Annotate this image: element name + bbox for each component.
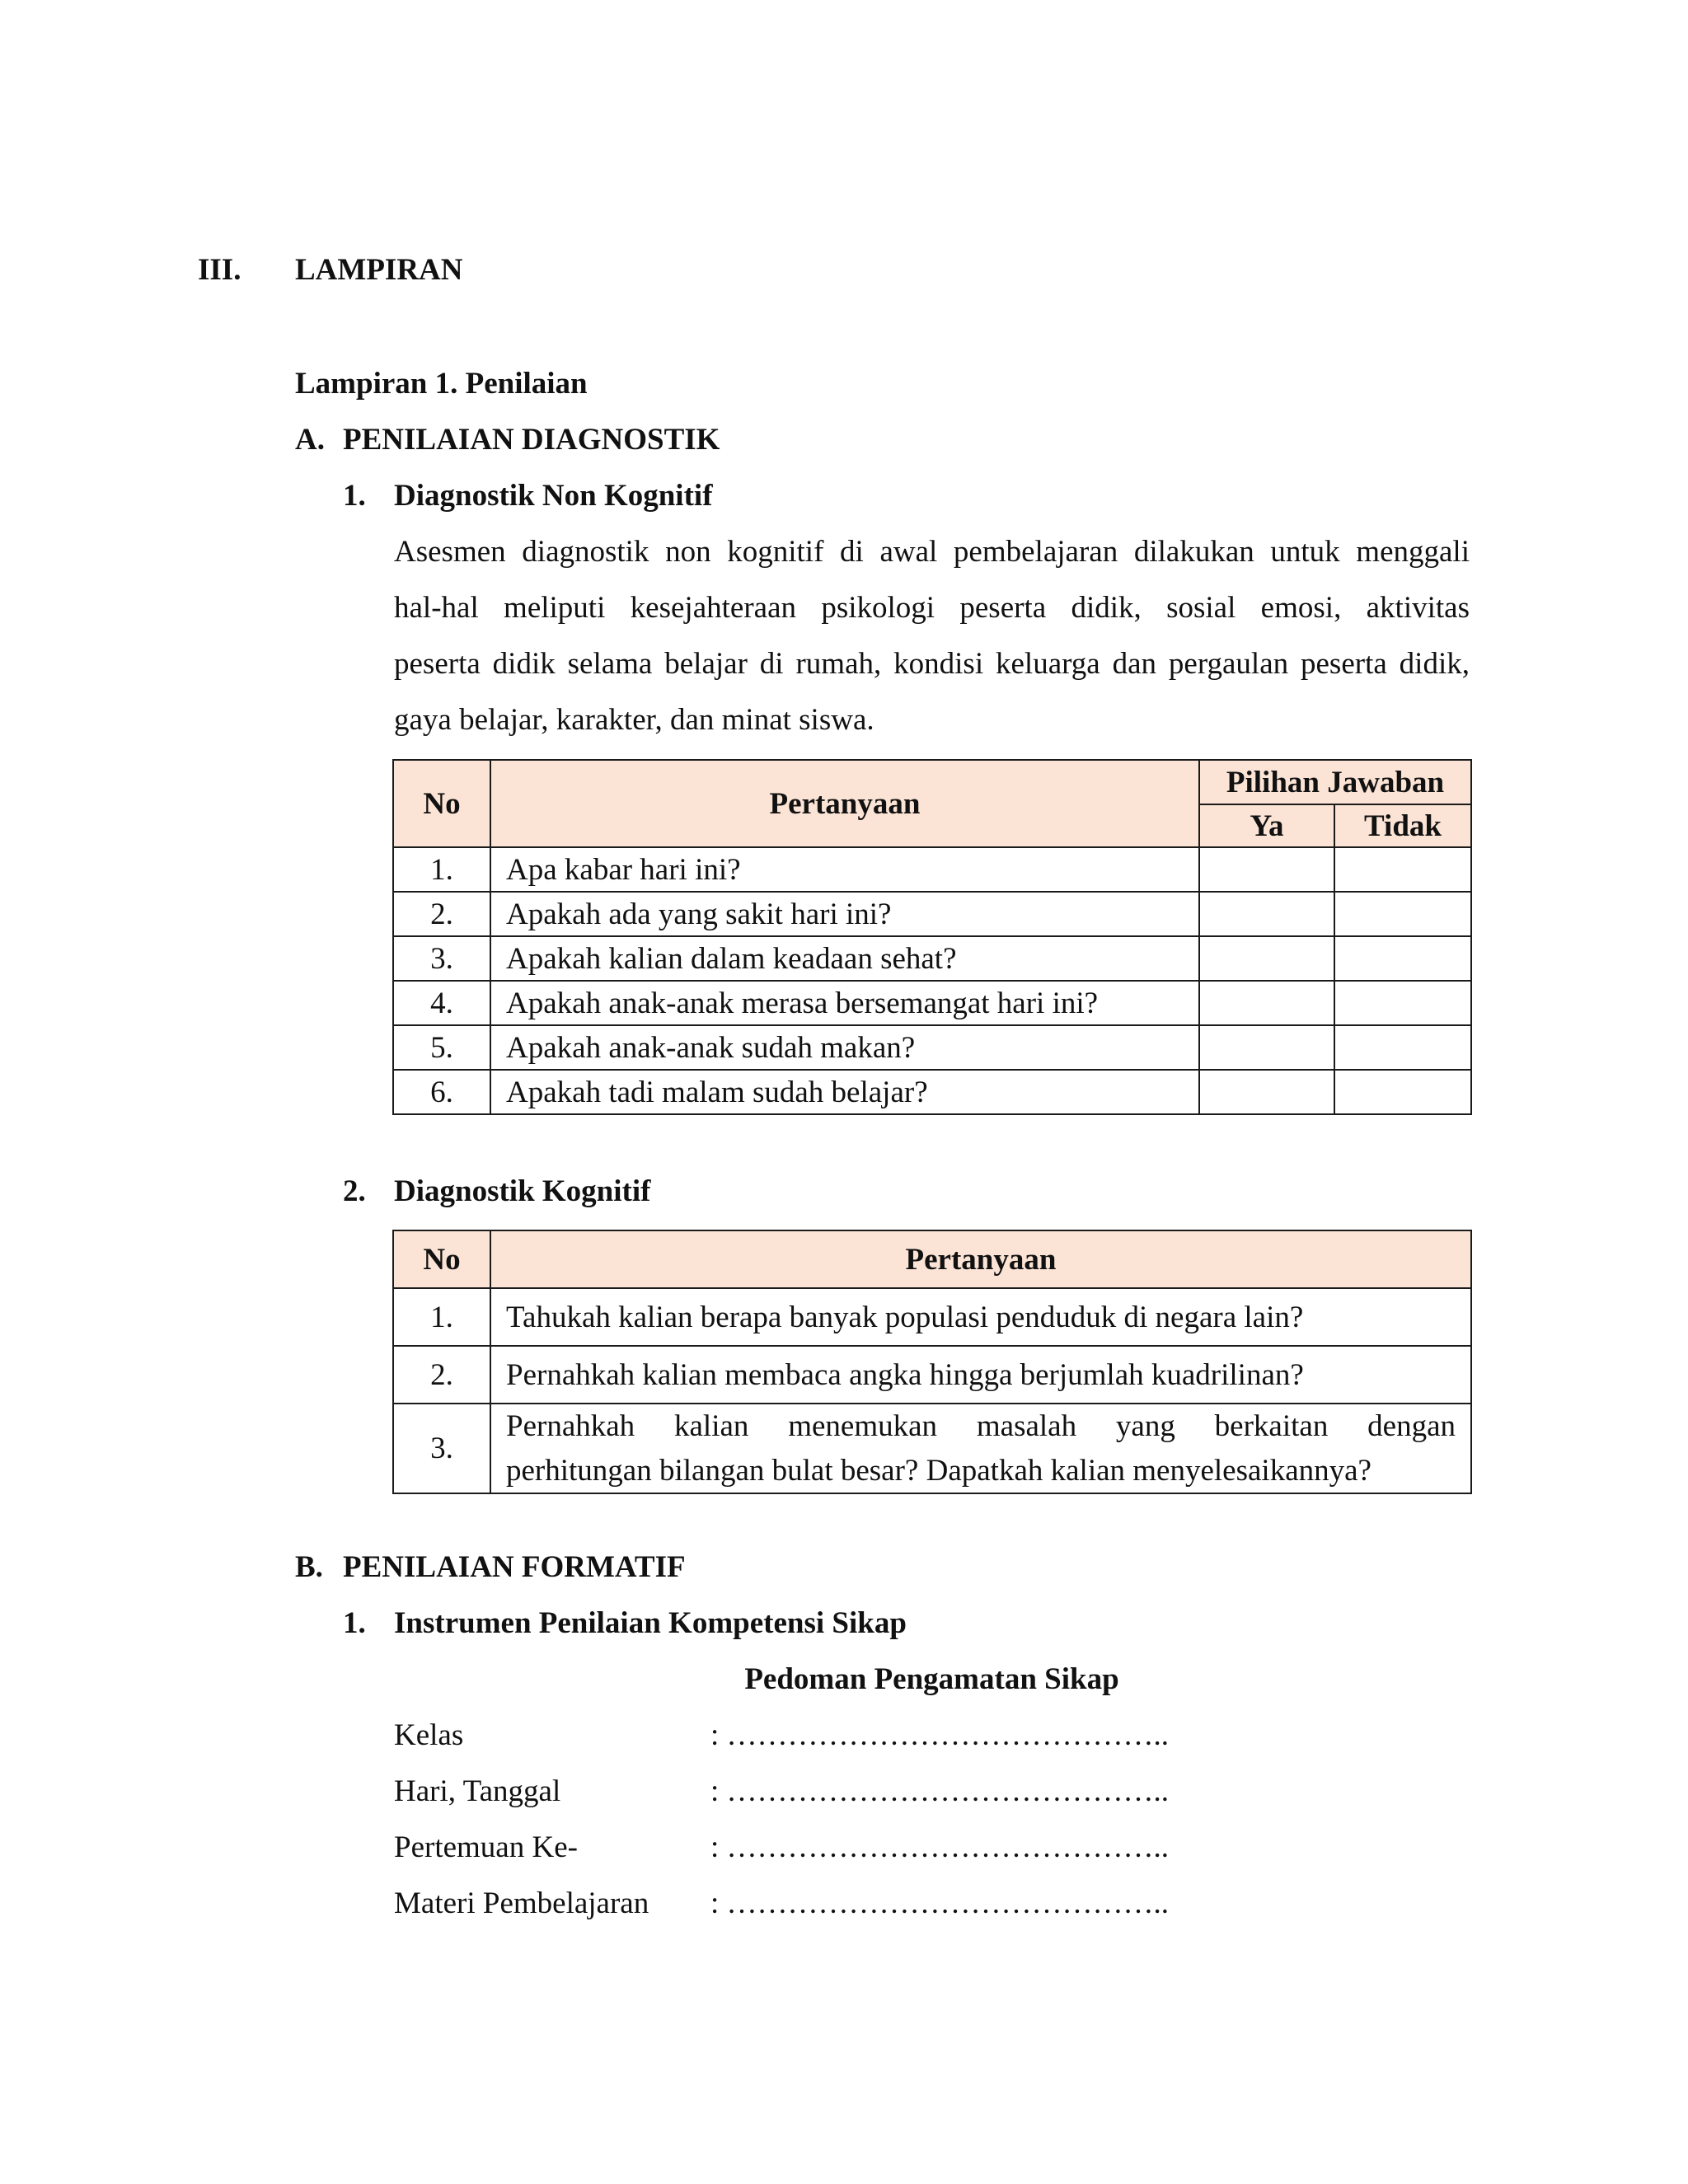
answer-no-cell[interactable] — [1334, 936, 1471, 981]
appendix-title: Lampiran 1. Penilaian — [295, 367, 588, 401]
table-row — [393, 1070, 1471, 1114]
section-title: LAMPIRAN — [295, 253, 463, 287]
row-number: 5. — [393, 1025, 490, 1070]
paragraph-line-4: gaya belajar, karakter, dan minat siswa. — [394, 703, 874, 737]
row-question — [490, 1404, 1471, 1493]
table-row — [393, 1346, 1471, 1404]
header-yes: Ya — [1199, 804, 1334, 847]
sub2-number: 2. — [343, 1174, 366, 1208]
answer-yes-cell[interactable] — [1199, 936, 1334, 981]
paragraph-line-2: hal-hal meliputi kesejahteraan psikologi peserta didik, sosial emosi, aktivitas — [394, 591, 1470, 625]
b-sub1-title: Instrumen Penilaian Kompetensi Sikap — [394, 1606, 907, 1640]
header-question: Pertanyaan — [490, 760, 1199, 847]
row-question: Apakah kalian dalam keadaan sehat? — [490, 936, 1199, 981]
table-row — [393, 936, 1471, 981]
answer-yes-cell[interactable] — [1199, 1025, 1334, 1070]
part-a-title: PENILAIAN DIAGNOSTIK — [343, 423, 720, 457]
table-row — [393, 981, 1471, 1025]
row-number: 2. — [393, 1346, 490, 1404]
paragraph-line-3: peserta didik selama belajar di rumah, kondisi keluarga dan pergaulan peserta didik, — [394, 647, 1470, 681]
table-row — [393, 1025, 1471, 1070]
sub1-title: Diagnostik Non Kognitif — [394, 479, 713, 513]
header-question: Pertanyaan — [490, 1230, 1471, 1288]
sub1-number: 1. — [343, 479, 366, 513]
sub2-title: Diagnostik Kognitif — [394, 1174, 651, 1208]
row-number: 1. — [393, 1288, 490, 1346]
row-number: 1. — [393, 847, 490, 892]
field-value-materi[interactable]: : …………………………………….. — [710, 1886, 1170, 1920]
row-number: 6. — [393, 1070, 490, 1114]
header-no-answer: Tidak — [1334, 804, 1471, 847]
answer-yes-cell[interactable] — [1199, 892, 1334, 936]
row-question-line-1: Pernahkah kalian menemukan masalah yang berkaitan dengan — [506, 1409, 1456, 1443]
answer-no-cell[interactable] — [1334, 981, 1471, 1025]
part-b-title: PENILAIAN FORMATIF — [343, 1550, 686, 1584]
paragraph-line-1: Asesmen diagnostik non kognitif di awal pembelajaran dilakukan untuk menggali — [394, 535, 1470, 569]
field-value-hari-tanggal[interactable]: : …………………………………….. — [710, 1774, 1170, 1808]
field-value-pertemuan[interactable]: : …………………………………….. — [710, 1830, 1170, 1864]
part-a-label: A. — [295, 423, 325, 457]
row-question: Apakah tadi malam sudah belajar? — [490, 1070, 1199, 1114]
answer-no-cell[interactable] — [1334, 1070, 1471, 1114]
cognitive-table — [392, 1230, 1472, 1494]
field-label-materi: Materi Pembelajaran — [394, 1886, 649, 1920]
field-value-kelas[interactable]: : …………………………………….. — [710, 1718, 1170, 1752]
answer-yes-cell[interactable] — [1199, 981, 1334, 1025]
header-choice: Pilihan Jawaban — [1199, 760, 1471, 804]
row-number: 3. — [393, 936, 490, 981]
section-number: III. — [198, 253, 241, 287]
row-question: Apa kabar hari ini? — [490, 847, 1199, 892]
table-row — [393, 847, 1471, 892]
b-sub1-number: 1. — [343, 1606, 366, 1640]
row-number: 2. — [393, 892, 490, 936]
row-number: 4. — [393, 981, 490, 1025]
row-question: Apakah anak-anak sudah makan? — [490, 1025, 1199, 1070]
form-title: Pedoman Pengamatan Sikap — [744, 1662, 1119, 1696]
row-number: 3. — [393, 1404, 490, 1493]
answer-no-cell[interactable] — [1334, 1025, 1471, 1070]
row-question: Tahukah kalian berapa banyak populasi penduduk di negara lain? — [490, 1288, 1471, 1346]
field-label-pertemuan: Pertemuan Ke- — [394, 1830, 578, 1864]
answer-yes-cell[interactable] — [1199, 847, 1334, 892]
part-b-label: B. — [295, 1550, 323, 1584]
row-question: Apakah ada yang sakit hari ini? — [490, 892, 1199, 936]
header-no: No — [393, 760, 490, 847]
field-label-kelas: Kelas — [394, 1718, 464, 1752]
table-row — [393, 1288, 1471, 1346]
row-question-line-2: perhitungan bilangan bulat besar? Dapatkah kalian menyelesaikannya? — [506, 1453, 1372, 1488]
table-row — [393, 892, 1471, 936]
row-question: Pernahkah kalian membaca angka hingga berjumlah kuadrilinan? — [490, 1346, 1471, 1404]
header-no: No — [393, 1230, 490, 1288]
answer-yes-cell[interactable] — [1199, 1070, 1334, 1114]
answer-no-cell[interactable] — [1334, 847, 1471, 892]
non-cognitive-table — [392, 759, 1472, 1115]
table-row — [393, 1404, 1471, 1493]
row-question: Apakah anak-anak merasa bersemangat hari ini? — [490, 981, 1199, 1025]
field-label-hari-tanggal: Hari, Tanggal — [394, 1774, 561, 1808]
answer-no-cell[interactable] — [1334, 892, 1471, 936]
